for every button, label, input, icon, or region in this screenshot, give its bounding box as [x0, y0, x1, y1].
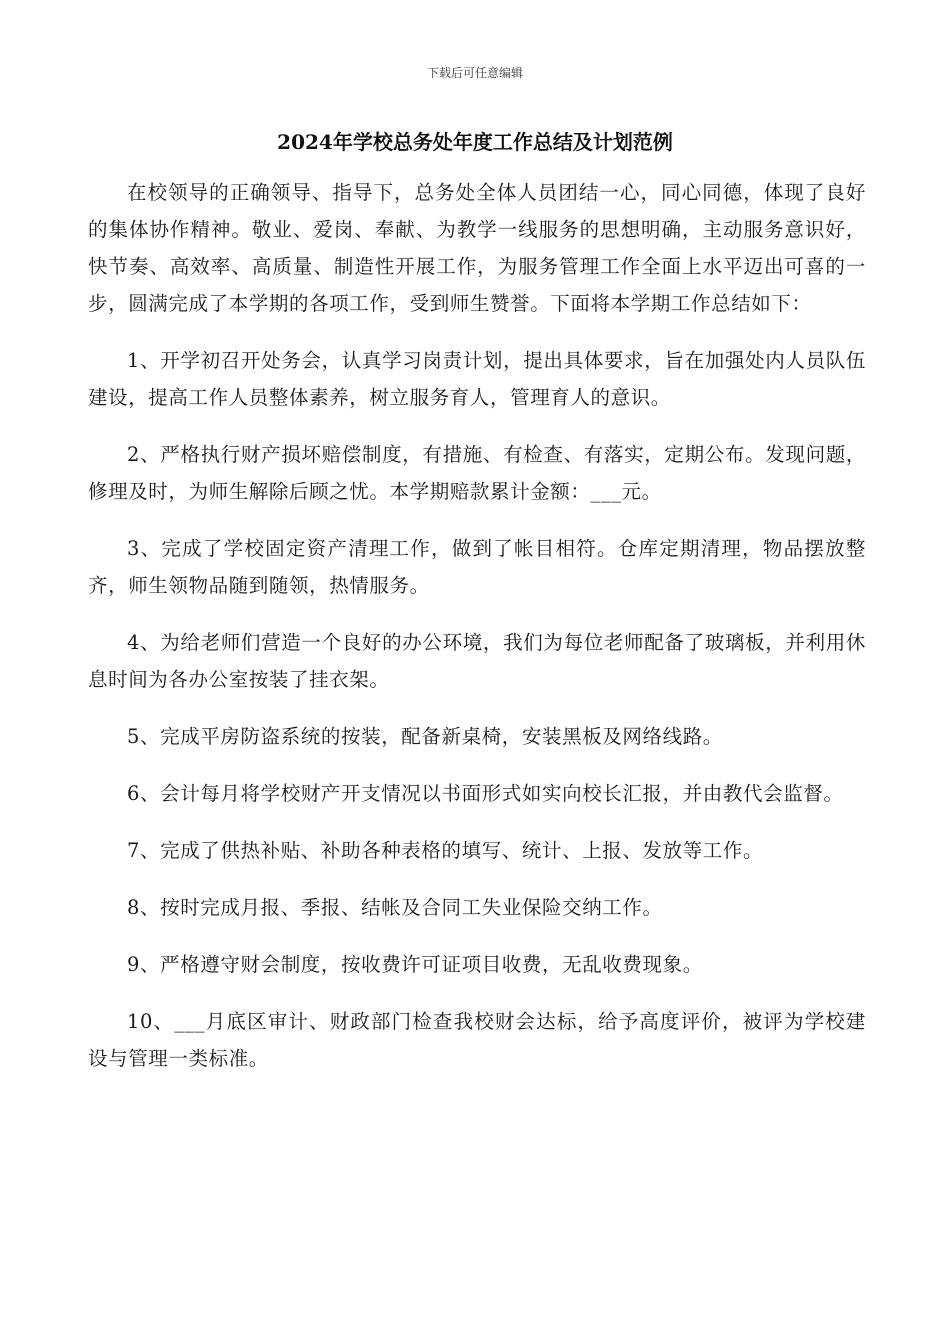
paragraph-item-1: 1、开学初召开处务会，认真学习岗责计划，提出具体要求，旨在加强处内人员队伍建设，提高工作人员整体素养，树立服务育人，管理育人的意识。	[88, 349, 866, 409]
document-body	[88, 174, 866, 1077]
paragraph-item-3: 3、完成了学校固定资产清理工作，做到了帐目相符。仓库定期清理，物品摆放整齐，师生领物品随到随领，热情服务。	[88, 537, 866, 597]
document-title: 2024年学校总务处年度工作总结及计划范例	[277, 130, 673, 154]
paragraph-item-9: 9、严格遵守财会制度，按收费许可证项目收费，无乱收费现象。	[127, 953, 703, 976]
header-note: 下载后可任意编辑	[426, 66, 523, 80]
paragraph-item-6: 6、会计每月将学校财产开支情况以书面形式如实向校长汇报，并由教代会监督。	[127, 782, 844, 805]
paragraph-item-5: 5、完成平房防盗系统的按装，配备新桌椅，安装黑板及网络线路。	[127, 725, 723, 748]
paragraph-item-2: 2、严格执行财产损坏赔偿制度，有措施、有检查、有落实，定期公布。发现问题，修理及时，为师生解除后顾之忧。本学期赔款累计金额：___元。	[88, 443, 866, 503]
paragraph-intro: 在校领导的正确领导、指导下，总务处全体人员团结一心，同心同德，体现了良好的集体协作精神。敬业、爱岗、奉献、为教学一线服务的思想明确，主动服务意识好，快节奏、高效率、高质量、制造性开展工作，为服务管理工作全面上水平迈出可喜的一步，圆满完成了本学期的各项工作，受到师生赞誉。下面将本学期工作总结如下：	[88, 181, 866, 315]
paragraph-item-4: 4、为给老师们营造一个良好的办公环境，我们为每位老师配备了玻璃板，并利用休息时间为各办公室按装了挂衣架。	[88, 631, 866, 691]
paragraph-item-8: 8、按时完成月报、季报、结帐及合同工失业保险交纳工作。	[127, 896, 663, 919]
paragraph-item-7: 7、完成了供热补贴、补助各种表格的填写、统计、上报、发放等工作。	[127, 839, 764, 862]
paragraph-item-10: 10、___月底区审计、财政部门检查我校财会达标，给予高度评价，被评为学校建设与管理一类标准。	[88, 1010, 866, 1070]
